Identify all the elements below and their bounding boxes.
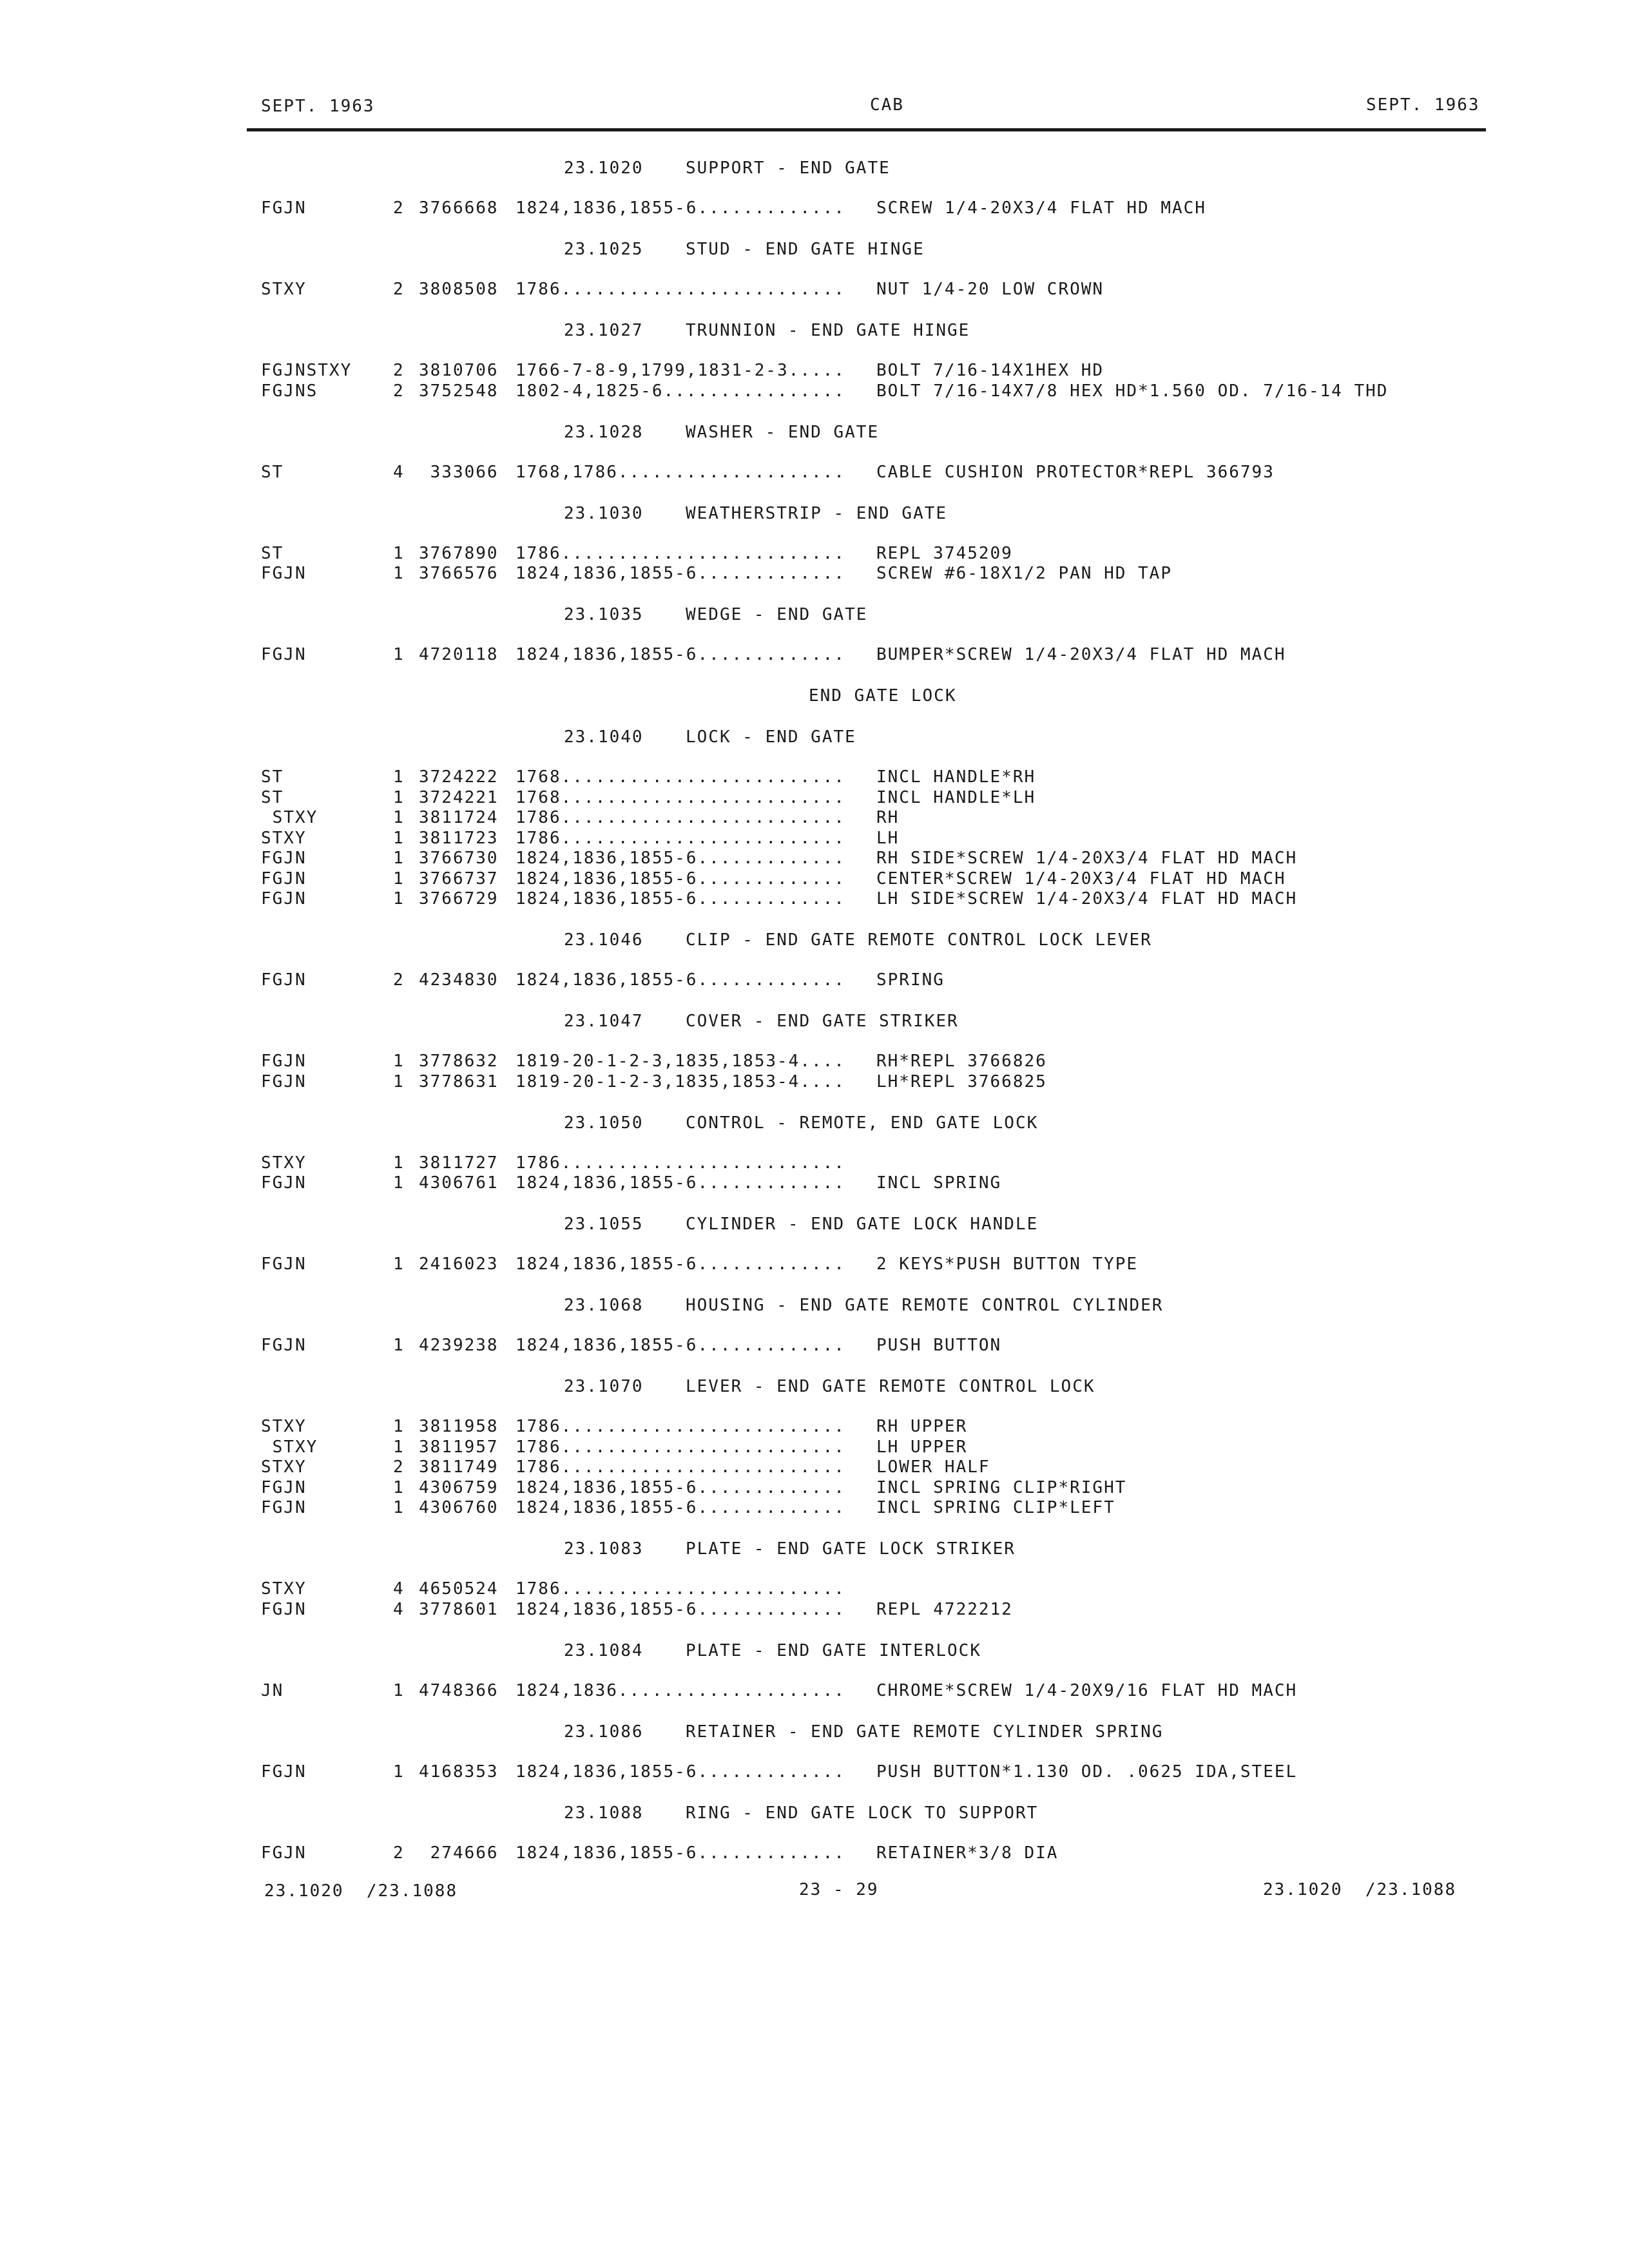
application-models: 1824,1836,1855-6............. [516, 849, 845, 868]
footer-page-number: 23 - 29 [799, 1880, 879, 1899]
section-number: 23.1035 [564, 605, 644, 624]
section-title: PLATE - END GATE LOCK STRIKER [686, 1539, 1016, 1559]
section-title: STUD - END GATE HINGE [686, 240, 925, 259]
part-number: 3778601 [419, 1600, 499, 1619]
description: PUSH BUTTON [876, 1336, 1002, 1355]
part-number: 4306761 [419, 1173, 499, 1193]
description: BUMPER*SCREW 1/4-20X3/4 FLAT HD MACH [876, 645, 1286, 664]
header-right-date: SEPT. 1963 [1366, 95, 1480, 115]
part-row [0, 1762, 1629, 1782]
model-code: FGJN [261, 1254, 307, 1274]
part-number: 3811958 [419, 1417, 499, 1436]
description: REPL 4722212 [876, 1600, 1013, 1619]
application-models: 1824,1836,1855-6............. [516, 970, 845, 990]
part-number: 2416023 [419, 1254, 499, 1274]
section-title: CLIP - END GATE REMOTE CONTROL LOCK LEVER [686, 930, 1152, 950]
part-row [0, 767, 1629, 787]
part-row [0, 808, 1629, 827]
part-number: 3766576 [419, 564, 499, 583]
part-number: 333066 [419, 463, 499, 482]
part-row [0, 381, 1629, 401]
part-row [0, 1336, 1629, 1355]
description: LOWER HALF [876, 1457, 990, 1477]
quantity: 1 [393, 544, 405, 563]
model-code: FGJN [261, 1052, 307, 1071]
section-title: WEATHERSTRIP - END GATE [686, 504, 948, 523]
quantity: 2 [393, 198, 405, 218]
application-models: 1786......................... [516, 808, 845, 827]
quantity: 2 [393, 381, 405, 401]
model-code: FGJN [261, 564, 307, 583]
model-code: FGJN [261, 1600, 307, 1619]
quantity: 1 [393, 1173, 405, 1193]
quantity: 1 [393, 808, 405, 827]
description: RH SIDE*SCREW 1/4-20X3/4 FLAT HD MACH [876, 849, 1298, 868]
part-number: 3811749 [419, 1457, 499, 1477]
part-row [0, 970, 1629, 990]
part-number: 3752548 [419, 381, 499, 401]
model-code: FGJN [261, 869, 307, 889]
part-number: 4168353 [419, 1762, 499, 1782]
section-number: 23.1046 [564, 930, 644, 950]
section-title: RING - END GATE LOCK TO SUPPORT [686, 1803, 1039, 1823]
quantity: 1 [393, 1336, 405, 1355]
application-models: 1768......................... [516, 788, 845, 807]
quantity: 1 [393, 1153, 405, 1173]
model-code: FGJNS [261, 381, 318, 401]
model-code: STXY [261, 1417, 307, 1436]
description: NUT 1/4-20 LOW CROWN [876, 280, 1104, 299]
model-code: FGJNSTXY [261, 361, 352, 380]
model-code: FGJN [261, 1173, 307, 1193]
description: BOLT 7/16-14X1HEX HD [876, 361, 1104, 380]
quantity: 1 [393, 788, 405, 807]
section-title: TRUNNION - END GATE HINGE [686, 321, 970, 340]
section-heading [564, 1722, 1163, 1742]
part-row [0, 198, 1629, 218]
section-number: 23.1050 [564, 1113, 644, 1133]
section-title: LOCK - END GATE [686, 727, 856, 747]
part-number: 4239238 [419, 1336, 499, 1355]
part-number: 3811957 [419, 1437, 499, 1457]
model-code: STXY [261, 280, 307, 299]
model-code: ST [261, 788, 284, 807]
part-row [0, 463, 1629, 482]
section-number: 23.1030 [564, 504, 644, 523]
part-row [0, 361, 1629, 380]
part-row [0, 544, 1629, 563]
application-models: 1819-20-1-2-3,1835,1853-4.... [516, 1052, 845, 1071]
part-row [0, 645, 1629, 664]
part-number: 4306759 [419, 1478, 499, 1497]
model-code: FGJN [261, 1478, 307, 1497]
section-number: 23.1028 [564, 423, 644, 442]
section-heading [564, 930, 1152, 950]
quantity: 1 [393, 1437, 405, 1457]
quantity: 2 [393, 1843, 405, 1863]
description: INCL SPRING CLIP*LEFT [876, 1498, 1115, 1517]
part-number: 3767890 [419, 544, 499, 563]
section-heading [564, 1296, 1163, 1315]
description: RETAINER*3/8 DIA [876, 1843, 1059, 1863]
section-number: 23.1086 [564, 1722, 644, 1742]
application-models: 1786......................... [516, 1437, 845, 1457]
quantity: 2 [393, 1457, 405, 1477]
description: PUSH BUTTON*1.130 OD. .0625 IDA,STEEL [876, 1762, 1298, 1782]
section-heading [564, 1539, 1016, 1559]
application-models: 1786......................... [516, 1457, 845, 1477]
section-heading [564, 1641, 981, 1660]
description: INCL SPRING CLIP*RIGHT [876, 1478, 1127, 1497]
quantity: 1 [393, 1681, 405, 1700]
application-models: 1786......................... [516, 544, 845, 563]
description: CHROME*SCREW 1/4-20X9/16 FLAT HD MACH [876, 1681, 1298, 1700]
part-number: 3811727 [419, 1153, 499, 1173]
header-rule [247, 128, 1486, 131]
quantity: 4 [393, 1600, 405, 1619]
section-heading [564, 1012, 959, 1031]
model-code: ST [261, 544, 284, 563]
quantity: 1 [393, 1254, 405, 1274]
group-heading: END GATE LOCK [809, 686, 957, 706]
model-code: FGJN [261, 1072, 307, 1091]
model-code: FGJN [261, 198, 307, 218]
section-heading [564, 321, 970, 340]
section-heading [564, 1803, 1038, 1823]
model-code: STXY [261, 1457, 307, 1477]
section-number: 23.1027 [564, 321, 644, 340]
application-models: 1824,1836,1855-6............. [516, 1762, 845, 1782]
section-heading [564, 504, 947, 523]
quantity: 1 [393, 1762, 405, 1782]
model-code: STXY [261, 1153, 307, 1173]
section-heading [564, 1113, 1038, 1133]
description: SCREW 1/4-20X3/4 FLAT HD MACH [876, 198, 1206, 218]
quantity: 4 [393, 1579, 405, 1599]
part-number: 3810706 [419, 361, 499, 380]
description: BOLT 7/16-14X7/8 HEX HD*1.560 OD. 7/16-14 THD [876, 381, 1389, 401]
section-number: 23.1083 [564, 1539, 644, 1559]
quantity: 1 [393, 1478, 405, 1497]
application-models: 1824,1836,1855-6............. [516, 889, 845, 908]
application-models: 1824,1836,1855-6............. [516, 1600, 845, 1619]
quantity: 1 [393, 645, 405, 664]
part-row [0, 1478, 1629, 1497]
part-row [0, 1681, 1629, 1700]
part-row [0, 829, 1629, 848]
section-title: WASHER - END GATE [686, 423, 880, 442]
application-models: 1824,1836,1855-6............. [516, 564, 845, 583]
application-models: 1819-20-1-2-3,1835,1853-4.... [516, 1072, 845, 1091]
application-models: 1802-4,1825-6................ [516, 381, 845, 401]
quantity: 1 [393, 564, 405, 583]
section-heading [564, 423, 879, 442]
application-models: 1824,1836,1855-6............. [516, 869, 845, 889]
model-code: FGJN [261, 1762, 307, 1782]
part-row [0, 1254, 1629, 1274]
description: INCL HANDLE*RH [876, 767, 1036, 787]
part-row [0, 1072, 1629, 1091]
section-title: CYLINDER - END GATE LOCK HANDLE [686, 1215, 1039, 1234]
section-title: WEDGE - END GATE [686, 605, 868, 624]
part-number: 274666 [419, 1843, 499, 1863]
description: SPRING [876, 970, 945, 990]
section-number: 23.1088 [564, 1803, 644, 1823]
model-code: FGJN [261, 1843, 307, 1863]
description: SCREW #6-18X1/2 PAN HD TAP [876, 564, 1172, 583]
quantity: 1 [393, 1052, 405, 1071]
part-row [0, 889, 1629, 908]
section-number: 23.1025 [564, 240, 644, 259]
part-number: 3724222 [419, 767, 499, 787]
part-number: 3778631 [419, 1072, 499, 1091]
quantity: 1 [393, 767, 405, 787]
quantity: 2 [393, 280, 405, 299]
section-title: PLATE - END GATE INTERLOCK [686, 1641, 981, 1660]
model-code: STXY [261, 1579, 307, 1599]
section-title: SUPPORT - END GATE [686, 159, 891, 178]
part-row [0, 564, 1629, 583]
application-models: 1768,1786.................... [516, 463, 845, 482]
part-row [0, 869, 1629, 889]
application-models: 1786......................... [516, 829, 845, 848]
description: LH SIDE*SCREW 1/4-20X3/4 FLAT HD MACH [876, 889, 1298, 908]
quantity: 2 [393, 970, 405, 990]
part-number: 4650524 [419, 1579, 499, 1599]
part-number: 3766737 [419, 869, 499, 889]
part-number: 4720118 [419, 645, 499, 664]
footer-range-left: 23.1020 /23.1088 [264, 1881, 458, 1901]
part-row [0, 849, 1629, 868]
part-number: 3811723 [419, 829, 499, 848]
section-title: RETAINER - END GATE REMOTE CYLINDER SPRING [686, 1722, 1164, 1742]
model-code: FGJN [261, 849, 307, 868]
footer-range-right: 23.1020 /23.1088 [1263, 1880, 1457, 1899]
application-models: 1824,1836,1855-6............. [516, 1498, 845, 1517]
section-number: 23.1047 [564, 1012, 644, 1031]
section-number: 23.1084 [564, 1641, 644, 1660]
application-models: 1824,1836,1855-6............. [516, 1173, 845, 1193]
model-code: FGJN [261, 1498, 307, 1517]
part-row [0, 280, 1629, 299]
application-models: 1786......................... [516, 1417, 845, 1436]
section-heading [564, 159, 891, 178]
description: CABLE CUSHION PROTECTOR*REPL 366793 [876, 463, 1275, 482]
section-number: 23.1070 [564, 1377, 644, 1396]
section-number: 23.1040 [564, 727, 644, 747]
part-row [0, 788, 1629, 807]
application-models: 1824,1836,1855-6............. [516, 1254, 845, 1274]
part-number: 3724221 [419, 788, 499, 807]
quantity: 2 [393, 361, 405, 380]
model-code: ST [261, 767, 284, 787]
application-models: 1786......................... [516, 1153, 845, 1173]
description: RH [876, 808, 900, 827]
application-models: 1824,1836,1855-6............. [516, 1478, 845, 1497]
application-models: 1786......................... [516, 1579, 845, 1599]
model-code: FGJN [261, 970, 307, 990]
quantity: 1 [393, 829, 405, 848]
quantity: 1 [393, 869, 405, 889]
quantity: 1 [393, 1498, 405, 1517]
description: 2 KEYS*PUSH BUTTON TYPE [876, 1254, 1139, 1274]
application-models: 1824,1836,1855-6............. [516, 1336, 845, 1355]
description: INCL SPRING [876, 1173, 1002, 1193]
section-heading [564, 727, 856, 747]
section-heading [564, 1215, 1038, 1234]
section-title: COVER - END GATE STRIKER [686, 1012, 959, 1031]
part-row [0, 1600, 1629, 1619]
quantity: 1 [393, 1072, 405, 1091]
application-models: 1766-7-8-9,1799,1831-2-3..... [516, 361, 845, 380]
model-code: FGJN [261, 889, 307, 908]
part-row [0, 1498, 1629, 1517]
section-number: 23.1068 [564, 1296, 644, 1315]
part-number: 3778632 [419, 1052, 499, 1071]
application-models: 1824,1836,1855-6............. [516, 1843, 845, 1863]
part-number: 4234830 [419, 970, 499, 990]
description: INCL HANDLE*LH [876, 788, 1036, 807]
model-code: STXY [261, 829, 307, 848]
quantity: 4 [393, 463, 405, 482]
description: RH UPPER [876, 1417, 968, 1436]
part-number: 3766668 [419, 198, 499, 218]
part-row [0, 1417, 1629, 1436]
header-title: CAB [870, 95, 904, 115]
quantity: 1 [393, 1417, 405, 1436]
part-row [0, 1457, 1629, 1477]
quantity: 1 [393, 849, 405, 868]
section-number: 23.1020 [564, 159, 644, 178]
part-number: 3808508 [419, 280, 499, 299]
application-models: 1768......................... [516, 767, 845, 787]
section-title: LEVER - END GATE REMOTE CONTROL LOCK [686, 1377, 1095, 1396]
model-code: FGJN [261, 645, 307, 664]
model-code: STXY [261, 1437, 318, 1457]
model-code: FGJN [261, 1336, 307, 1355]
header-left-date: SEPT. 1963 [261, 97, 375, 116]
part-number: 4748366 [419, 1681, 499, 1700]
section-number: 23.1055 [564, 1215, 644, 1234]
description: LH [876, 829, 900, 848]
section-heading [564, 1377, 1095, 1396]
section-title: HOUSING - END GATE REMOTE CONTROL CYLINDER [686, 1296, 1164, 1315]
application-models: 1824,1836,1855-6............. [516, 198, 845, 218]
description: LH UPPER [876, 1437, 968, 1457]
model-code: STXY [261, 808, 318, 827]
description: RH*REPL 3766826 [876, 1052, 1047, 1071]
part-row [0, 1052, 1629, 1071]
part-row [0, 1579, 1629, 1599]
part-row [0, 1173, 1629, 1193]
model-code: JN [261, 1681, 284, 1700]
part-number: 3766730 [419, 849, 499, 868]
part-row [0, 1843, 1629, 1863]
application-models: 1824,1836,1855-6............. [516, 645, 845, 664]
section-title: CONTROL - REMOTE, END GATE LOCK [686, 1113, 1039, 1133]
application-models: 1824,1836.................... [516, 1681, 845, 1700]
description: LH*REPL 3766825 [876, 1072, 1047, 1091]
description: REPL 3745209 [876, 544, 1013, 563]
quantity: 1 [393, 889, 405, 908]
part-number: 4306760 [419, 1498, 499, 1517]
section-heading [564, 605, 867, 624]
description: CENTER*SCREW 1/4-20X3/4 FLAT HD MACH [876, 869, 1286, 889]
part-row [0, 1437, 1629, 1457]
application-models: 1786......................... [516, 280, 845, 299]
part-number: 3766729 [419, 889, 499, 908]
part-number: 3811724 [419, 808, 499, 827]
part-row [0, 1153, 1629, 1173]
model-code: ST [261, 463, 284, 482]
section-heading [564, 240, 925, 259]
